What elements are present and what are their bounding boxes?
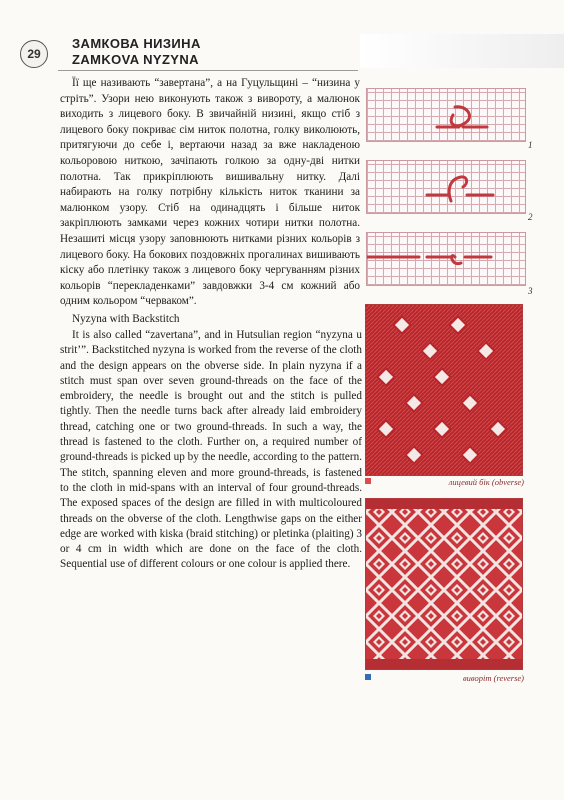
caption-reverse: виворіт (reverse) [462,673,524,683]
obverse-color-marker [365,478,371,484]
body-text-english: It is also called “zavertana”, and in Hutsulian region “nyzyna u strit’”. Backstitched nyzyna is worked from the reverse of the cloth and the design appears on the obverse side. In plain nyzyna if a stitch must span over seven ground-threads on the face of the embroidery, the needle is brought out and the stitch is pulled tightly. Then the needle turns back after already laid embroidery thread, catching one or two ground-threads. In such a way, the thread is fastened to the cloth. Further on, a required number of ground-threads is picked up by the needle, according to the pattern. The stitch, spanning eleven and more ground-threads, is fastened to the cloth in mid-spans with an interval of four ground-threads. The exposed spaces of the design are filled in with multicoloured threads on the obverse of the cloth. Lengthwise gaps on the either edge are worked with kiska (braid stitching) or pletinka (plaiting) 3 or 4 cm in width which are done on the face of the cloth. Sequential use of different colours or one colour is applied there. [60,329,362,571]
page-number: 29 [20,40,48,68]
reverse-color-marker [365,674,371,680]
embroidery-photo-obverse [365,304,523,476]
stitch-diagram-2 [366,160,526,214]
stitch-diagram-1 [366,88,526,142]
embroidery-photo-reverse [365,498,523,670]
stitch-diagram-3 [366,232,526,286]
page-title-english: ZAMKOVA NYZYNA [72,52,199,67]
header-divider [58,70,358,71]
page-title-ukrainian: ЗАМКОВА НИЗИНА [72,36,201,51]
caption-obverse: лицевий бік (obverse) [448,477,524,487]
figure-number-3: 3 [528,286,533,296]
section-subtitle-english: Nyzyna with Backstitch [72,313,180,325]
header-shade [360,34,564,68]
stitch-path-2 [367,161,525,213]
stitch-path-3 [367,233,525,285]
body-text-ukrainian: Її ще називають “завертана”, а на Гуцульщині – “низина у стріть”. Узори нею виконують також з вивороту, а малюнок виходить з лицевого боку. В звичайній низині, якщо стіб з лицевого боку покриває сім ниток полотна, голку виколюють, притягуючи до себе і, вертаючи назад за вже накладеною кольоровою ниткою, зачіпають голкою за одну-дві нитки полотна. Так прикріплюють вишивальну нитку. Далі набирають на голку потрібну кількість ниток тканини за малюнком узору. Стіб на одинадцять і більше ниток закріплюють замками через кожних чотири нитки полотна. Незашиті місця узору заповнюють нитками різних кольорів з лицевого боку. На бокових поздовжніх прогалинах вишивають кіску або плетінку також з лицевого боку чергуванням різних кольорів “перекладенками” завдовжки 3-4 см кожний або одним кольором “черваком”. [60,77,360,308]
figure-number-1: 1 [528,140,533,150]
stitch-path-1 [367,89,525,141]
figure-number-2: 2 [528,212,533,222]
